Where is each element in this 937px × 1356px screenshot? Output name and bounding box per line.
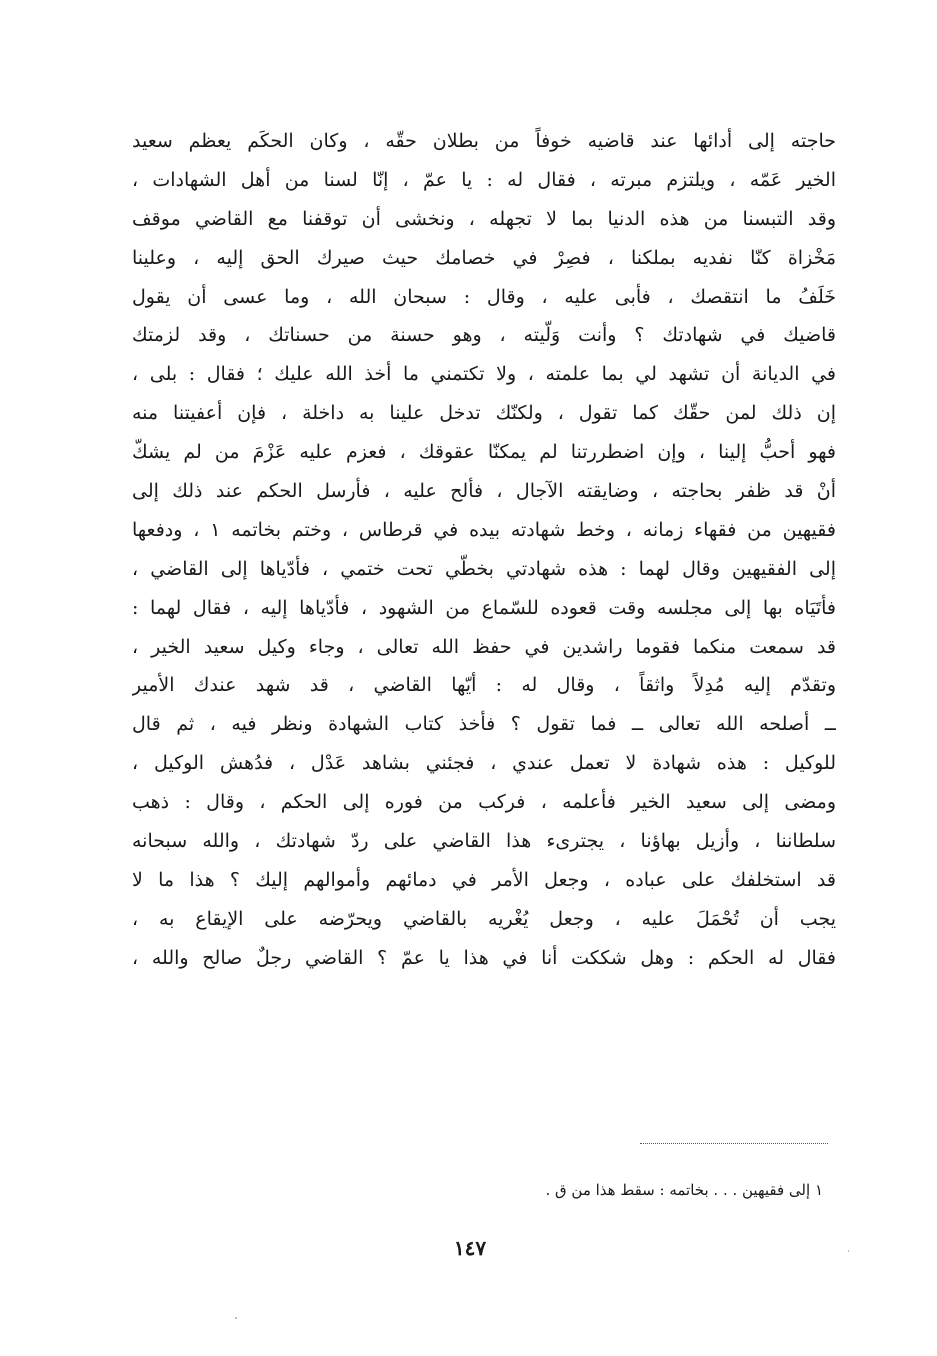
footnote: ١ إلى فقيهين . . . بخاتمه : سقط هذا من ق . bbox=[545, 1181, 823, 1199]
scan-speck bbox=[235, 1317, 237, 1319]
text-line: فهو أحبُّ إلينا ، وإن اضطررتنا لم يمكنّا عقوقك ، فعزم عليه عَزْمَ من لم يشكّ bbox=[132, 441, 836, 464]
text-line: حاجته إلى أدائها عند قاضيه خوفاً من بطلان حقّه ، وكان الحكَم يعظم سعيد bbox=[132, 130, 836, 152]
scan-speck bbox=[848, 1250, 849, 1252]
text-line: فأتَيَاه بها إلى مجلسه وقت قعوده للسّماع من الشهود ، فأدّياها إليه ، فقال لهما : bbox=[132, 596, 836, 619]
text-line: قد استخلفك على عباده ، وجعل الأمر في دمائهم وأموالهم إليك ؟ هذا ما لا bbox=[132, 868, 836, 891]
page-number: ١٤٧ bbox=[453, 1236, 487, 1260]
body-text bbox=[132, 122, 836, 978]
text-line: يجب أن تُحْمَلَ عليه ، وجعل يُغْريه بالقاضي ويحرّضه على الإيقاع به ، bbox=[132, 907, 836, 930]
text-line: فقيهين من فقهاء زمانه ، وخط شهادته بيده في قرطاس ، وختم بخاتمه ١ ، ودفعها bbox=[132, 518, 836, 541]
text-line: سلطاننا ، وأزيل بهاؤنا ، يجترىء هذا القاضي على ردّ شهادتك ، والله سبحانه bbox=[132, 830, 836, 853]
text-line: أنْ قد ظفر بحاجته ، وضايقته الآجال ، فألح عليه ، فأرسل الحكم عند ذلك إلى bbox=[132, 480, 836, 503]
text-line: خَلَفُ ما انتقصك ، فأبى عليه ، وقال : سبحان الله ، وما عسى أن يقول bbox=[132, 285, 836, 308]
text-line: إلى الفقيهين وقال لهما : هذه شهادتي بخطّي تحت ختمي ، فأدّياها إلى القاضي ، bbox=[132, 557, 836, 580]
text-line: للوكيل : هذه شهادة لا تعمل عندي ، فجئني بشاهد عَدْل ، فدُهش الوكيل ، bbox=[132, 752, 836, 775]
text-line: ومضى إلى سعيد الخير فأعلمه ، فركب من فوره إلى الحكم ، وقال : ذهب bbox=[132, 791, 836, 814]
text-line: فقال له الحكم : وهل شككت أنا في هذا يا عمّ ؟ القاضي رجلٌ صالح والله ، bbox=[132, 946, 836, 969]
text-line: وقد التبسنا من هذه الدنيا بما لا تجهله ، ونخشى أن توقفنا مع القاضي موقف bbox=[132, 207, 836, 230]
footnote-divider bbox=[640, 1143, 828, 1144]
text-line: الخير عَمّه ، ويلتزم مبرته ، فقال له : يا عمّ ، إنّا لسنا من أهل الشهادات ، bbox=[132, 168, 836, 191]
text-line: قد سمعت منكما فقوما راشدين في حفظ الله تعالى ، وجاء وكيل سعيد الخير ، bbox=[132, 635, 836, 658]
text-line: ــ أصلحه الله تعالى ــ فما تقول ؟ فأخذ كتاب الشهادة ونظر فيه ، ثم قال bbox=[132, 713, 836, 736]
text-line: إن ذلك لمن حقّك كما تقول ، ولكنّك تدخل علينا به داخلة ، فإن أعفيتنا منه bbox=[132, 402, 836, 425]
text-line: مَخْزاة كنّا نفديه بملكنا ، فصِرْ في خصامك حيث صيرك الحق إليه ، وعلينا bbox=[132, 246, 836, 269]
text-line: وتقدّم إليه مُدِلاً واثقاً ، وقال له : أيّها القاضي ، قد شهد عندك الأمير bbox=[132, 674, 836, 697]
text-line: قاضيك في شهادتك ؟ وأنت وَلّيته ، وهو حسنة من حسناتك ، وقد لزمتك bbox=[132, 324, 836, 347]
text-line: في الديانة أن تشهد لي بما علمته ، ولا تكتمني ما أخذ الله عليك ؛ فقال : بلى ، bbox=[132, 363, 836, 386]
